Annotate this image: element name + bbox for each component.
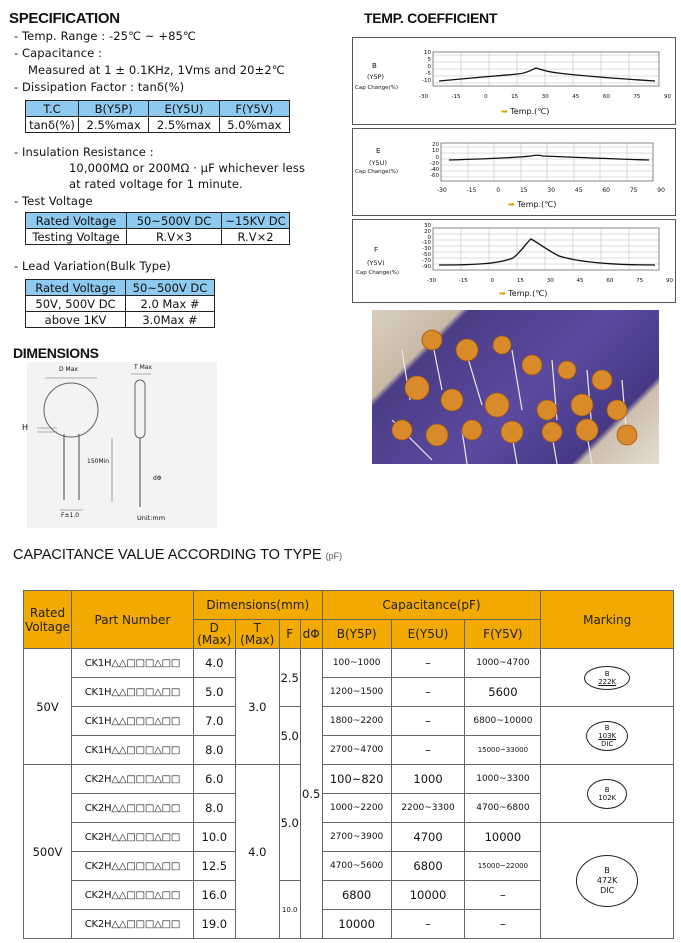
df-h1: B(Y5P) [79,101,149,117]
test-voltage-label: - Test Voltage [14,194,93,208]
cap-e: – [391,678,465,707]
part-number: CK1H△△□□□△□□ [71,707,193,736]
cap-f: 5600 [465,678,541,707]
table-row [24,823,674,852]
graph-e-yticks [423,142,439,180]
cap-b: 1000~2200 [322,794,391,823]
ytick: 20 [424,228,431,235]
cap-f: 6800~10000 [465,707,541,736]
dimension-drawing [22,362,217,528]
marking-line: B [604,785,610,794]
xtick: 90 [665,278,673,284]
dim-dphi: 0.5 [300,649,322,939]
ytick: 10 [432,148,439,155]
xtick: -15 [458,278,468,284]
graph-f-y5v [352,219,676,303]
dim-d: 8.0 [193,736,235,765]
cap-f: 4700~6800 [465,794,541,823]
cap-f: 1000~3300 [465,765,541,794]
marking-line: B [604,865,610,875]
lv-h1: 50~500V DC [126,280,215,296]
h-part-number: Part Number [71,591,193,649]
cap-f: 1000~4700 [465,649,541,678]
xtick: -30 [427,278,436,284]
graph-b-y5p [352,37,676,125]
dimensions-title: DIMENSIONS [13,345,99,361]
marking-472k [541,823,674,939]
cap-b: 1800~2200 [322,707,391,736]
dim-f-b: 5.0 [279,707,300,765]
table-row [24,707,674,736]
lv-r1c1: 3.0Max # [126,312,215,328]
ytick: 0 [427,64,431,70]
h-fy: F(Y5V) [465,620,541,649]
marking-oval [576,855,638,907]
cap-b: 4700~5600 [322,852,391,881]
graph-f-letter: F [374,246,379,254]
marking-line: B [604,669,610,678]
xtick: 45 [576,278,584,284]
df-r1: 2.5%max [79,117,149,133]
df-h0: T.C [26,101,79,117]
ytick: -60 [430,173,439,180]
df-r2: 2.5%max [149,117,219,133]
temp-range: - Temp. Range : -25℃ ~ +85℃ [14,29,196,43]
cap-f: 15000~33000 [465,736,541,765]
h-rated-line2: Voltage [24,619,70,634]
table-row [24,649,674,678]
ytick: 20 [432,142,439,148]
tv-h0: Rated Voltage [26,213,127,229]
unit-label: Unit:mm [137,514,166,522]
part-number: CK1H△△□□□△□□ [71,736,193,765]
f-label: F±1.0 [61,512,80,519]
graph-b-xticks [419,94,671,100]
ytick: 5 [427,57,431,63]
dim-d: 10.0 [193,823,235,852]
lv-r0c1: 2.0 Max # [126,296,215,312]
lv-r1c0: above 1KV [26,312,126,328]
tv-h2: ~15KV DC [222,213,290,229]
arrow-right-icon: ➡ [499,289,506,298]
cap-table-title [13,547,342,563]
graph-f-code: (Y5V) [367,259,385,267]
tv-r0: Testing Voltage [26,229,127,245]
cap-e: 10000 [391,881,465,910]
cap-f: 15000~22000 [465,852,541,881]
h-t-line2: (Max) [240,633,275,647]
dim-d: 5.0 [193,678,235,707]
marking-102k [541,765,674,823]
cap-e: – [391,649,465,678]
cap-e: 6800 [391,852,465,881]
cap-f: – [465,881,541,910]
part-number: CK2H△△□□□△□□ [71,910,193,939]
xtick: 60 [602,94,610,100]
marking-222k [541,649,674,707]
h-e: E(Y5U) [391,620,465,649]
xtick: 30 [546,278,554,284]
xtick: 0 [490,278,495,284]
h-marking: Marking [541,591,674,649]
graph-b-ylabel: Cap Change(%) [355,85,399,91]
lv-h0: Rated Voltage [26,280,126,296]
marking-line: B [604,723,610,732]
dim-d: 16.0 [193,881,235,910]
dim-d: 19.0 [193,910,235,939]
dim-d: 12.5 [193,852,235,881]
h-d-line1: D [209,621,219,635]
xtick: 75 [633,94,641,100]
h-dphi: dΦ [300,620,322,649]
cap-b: 6800 [322,881,391,910]
capacitor-outline-drawing [27,362,217,528]
dim-d: 8.0 [193,794,235,823]
ytick: -50 [422,251,431,258]
xtick: 45 [572,94,580,100]
graph-e-ylabel: Cap Change(%) [355,169,399,175]
marking-line: 103K [598,731,617,740]
h-d-line2: (Max) [197,633,232,647]
cap-e: 1000 [391,765,465,794]
dim-d: 7.0 [193,707,235,736]
df-h2: E(Y5U) [149,101,219,117]
graph-f-xlabel [499,289,547,298]
h-dimensions: Dimensions(mm) [193,591,322,620]
graph-f-ylabel: Cap Change(%) [356,270,400,276]
xtick: 30 [541,94,549,100]
xlabel-text: Temp.(℃) [510,107,550,116]
xlabel-text: Temp.(℃) [508,289,548,298]
xtick: -30 [419,94,428,100]
marking-oval [584,666,630,690]
dim-f-c: 5.0 [279,765,300,881]
df-table [25,100,290,133]
cap-table-title-unit: (pF) [325,551,343,561]
d-max-label: D Max [59,366,78,373]
voltage-50v: 50V [24,649,72,765]
voltage-500v: 500V [24,765,72,939]
xtick: -30 [437,187,447,194]
xtick: 0 [496,187,501,194]
h-f: F [279,620,300,649]
cap-e: 2200~3300 [391,794,465,823]
measured-cond: Measured at 1 ± 0.1KHz, 1Vms and 20±2℃ [28,63,285,77]
capacitance-label: - Capacitance : [14,46,103,60]
ytick: -20 [430,160,439,167]
dim-t-50v: 3.0 [235,649,279,765]
dissipation-label: - Dissipation Factor : tanδ(%) [14,80,185,94]
xtick: 45 [574,187,583,194]
marking-line: DIC [601,739,614,748]
xlabel-text: Temp.(℃) [517,200,557,209]
ytick: -10 [422,240,431,247]
ytick: -40 [430,167,439,174]
h-capacitance: Capacitance(pF) [322,591,541,620]
xtick: 90 [657,187,665,194]
part-number: CK1H△△□□□△□□ [71,649,193,678]
dim-f-d: 10.0 [279,881,300,939]
cap-f: – [465,910,541,939]
xtick: -15 [466,187,477,194]
lv-table [25,279,215,328]
part-number: CK2H△△□□□△□□ [71,765,193,794]
table-row [24,765,674,794]
part-number: CK2H△△□□□△□□ [71,881,193,910]
ytick: 30 [424,223,431,229]
cap-e: – [391,736,465,765]
cap-f: 10000 [465,823,541,852]
df-r3: 5.0%max [219,117,289,133]
part-number: CK2H△△□□□△□□ [71,794,193,823]
temp-coef-title: TEMP. COEFFICIENT [364,10,498,26]
graph-e-code: (Y5U) [369,159,387,167]
part-number: CK2H△△□□□△□□ [71,852,193,881]
xtick: 15 [511,94,519,100]
ytick: 10 [424,50,431,56]
marking-line: DIC [600,885,615,895]
graph-b-letter: B [372,62,377,70]
graph-b-xlabel [501,107,549,116]
marking-oval [586,721,628,751]
part-number: CK2H△△□□□△□□ [71,823,193,852]
tv-table [25,212,290,245]
dphi-label: dΦ [153,475,162,482]
graph-e-xlabel [508,200,556,209]
xtick: 30 [547,187,556,194]
cap-b: 2700~3900 [322,823,391,852]
h-t [235,620,279,649]
min150-label: 150Min [87,458,110,465]
arrow-right-icon: ➡ [501,107,508,116]
marking-line: 472K [596,875,618,885]
h-t-line1: T [253,621,261,635]
cap-b: 2700~4700 [322,736,391,765]
graph-e-xticks [437,187,665,194]
xtick: 75 [636,278,644,284]
ytick: -70 [422,257,431,264]
arrow-right-icon: ➡ [508,200,515,209]
h-label: H [22,423,29,432]
ytick: 0 [435,154,439,161]
dim-t-500v: 4.0 [235,765,279,939]
ytick: -90 [422,263,431,270]
graph-e-y5u [352,128,676,216]
xtick: 75 [629,187,638,194]
cap-b: 100~1000 [322,649,391,678]
h-d [193,620,235,649]
insulation-value: 10,000MΩ or 200MΩ · μF whichever less [69,161,306,175]
dim-d: 6.0 [193,765,235,794]
cap-e: 4700 [391,823,465,852]
insulation-cond: at rated voltage for 1 minute. [69,177,243,191]
product-photo [372,310,659,464]
h-rated-voltage [24,591,72,649]
lead-variation-label: - Lead Variation(Bulk Type) [14,259,171,273]
xtick: 15 [519,187,528,194]
graph-f-yticks [415,224,431,270]
h-b: B(Y5P) [322,620,391,649]
xtick: 90 [663,94,671,100]
ytick: -10 [422,78,431,84]
ytick: -30 [422,246,431,253]
tv-r2: R.V×2 [222,229,290,245]
marking-line: 222K [598,677,617,686]
h-rated-line1: Rated [29,605,66,620]
xtick: 60 [606,278,614,284]
df-r0: tanδ(%) [26,117,79,133]
spec-title: SPECIFICATION [9,10,120,27]
graph-e-letter: E [376,147,381,155]
dim-f-a: 2.5 [279,649,300,707]
graph-b-code: (Y5P) [367,73,385,81]
tv-r1: R.V×3 [127,229,222,245]
cap-e: – [391,910,465,939]
cap-b: 1200~1500 [322,678,391,707]
df-h3: F(Y5V) [219,101,289,117]
tv-h1: 50~500V DC [127,213,222,229]
t-max-label: T Max [134,364,152,371]
insulation-label: - Insulation Resistance : [14,145,154,159]
xtick: 15 [516,278,524,284]
marking-103k [541,707,674,765]
lv-r0c0: 50V, 500V DC [26,296,126,312]
ytick: 0 [427,234,431,241]
cap-b: 10000 [322,910,391,939]
capacitance-table [23,590,674,939]
graph-b-yticks [417,50,431,85]
xtick: 0 [484,94,488,100]
xtick: -15 [451,94,461,100]
ytick: -5 [425,71,431,77]
xtick: 60 [602,187,610,194]
marking-line: 102K [598,793,617,802]
cap-e: – [391,707,465,736]
cap-b: 100~820 [322,765,391,794]
part-number: CK1H△△□□□△□□ [71,678,193,707]
graph-f-xticks [427,278,673,284]
marking-oval [587,779,627,809]
cap-table-title-text: CAPACITANCE VALUE ACCORDING TO TYPE [13,547,322,563]
dim-d: 4.0 [193,649,235,678]
